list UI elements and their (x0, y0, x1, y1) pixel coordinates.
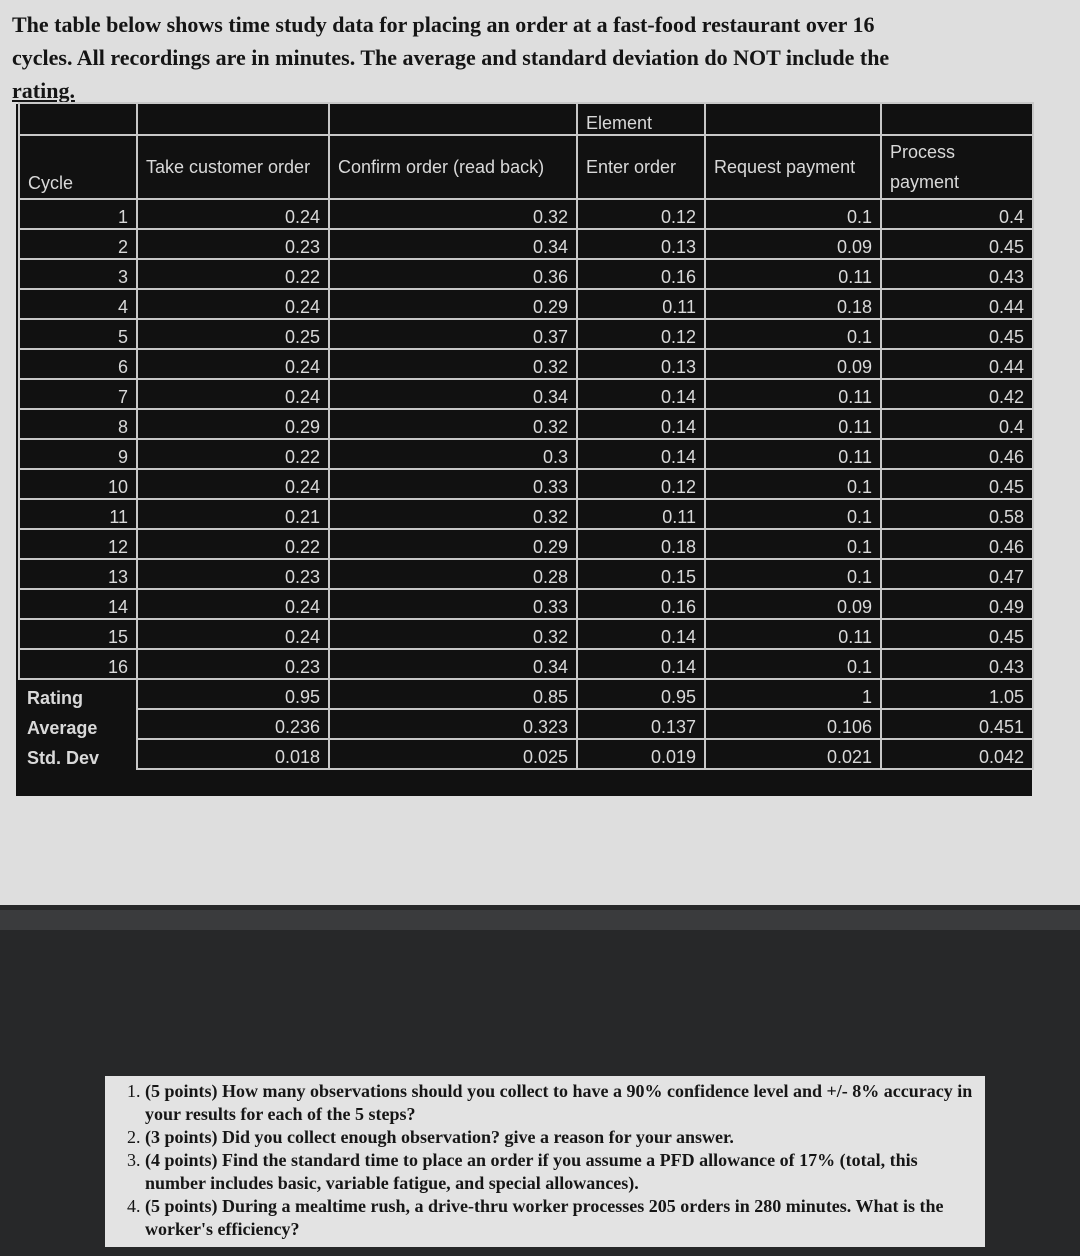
header-blank-cell (881, 103, 1033, 135)
value-cell: 0.36 (329, 259, 577, 289)
table-row (19, 319, 1033, 349)
table-row (19, 619, 1033, 649)
value-cell: 0.1 (705, 469, 881, 499)
questions-block (105, 1076, 985, 1247)
summary-value-cell: 0.95 (137, 679, 329, 709)
summary-value-cell: 0.451 (881, 709, 1033, 739)
summary-row (19, 709, 1033, 739)
header-group-row (19, 103, 1033, 135)
intro-line-2: cycles. All recordings are in minutes. The average and standard deviation do NOT include the (12, 45, 890, 70)
value-cell: 0.11 (705, 619, 881, 649)
value-cell: 0.3 (329, 439, 577, 469)
question-points: (4 points) (145, 1150, 218, 1170)
value-cell: 0.09 (705, 349, 881, 379)
value-cell: 0.45 (881, 619, 1033, 649)
cycle-cell: 6 (19, 349, 137, 379)
value-cell: 0.29 (137, 409, 329, 439)
value-cell: 0.4 (881, 199, 1033, 229)
summary-value-cell: 0.018 (137, 739, 329, 769)
value-cell: 0.1 (705, 199, 881, 229)
summary-label: Rating (27, 688, 83, 708)
value-cell: 0.44 (881, 289, 1033, 319)
summary-value-cell: 0.025 (329, 739, 577, 769)
cycle-cell: 5 (19, 319, 137, 349)
summary-value-cell: 0.323 (329, 709, 577, 739)
table-row (19, 559, 1033, 589)
value-cell: 0.45 (881, 319, 1033, 349)
element-group-header: Element (577, 103, 705, 135)
value-cell: 0.32 (329, 619, 577, 649)
value-cell: 0.32 (329, 349, 577, 379)
value-cell: 0.16 (577, 259, 705, 289)
question-points: (5 points) (145, 1081, 218, 1101)
value-cell: 0.32 (329, 409, 577, 439)
value-cell: 0.24 (137, 469, 329, 499)
table-row (19, 649, 1033, 679)
value-cell: 0.14 (577, 619, 705, 649)
value-cell: 0.22 (137, 259, 329, 289)
summary-value-cell: 0.021 (705, 739, 881, 769)
table-row (19, 199, 1033, 229)
value-cell: 0.37 (329, 319, 577, 349)
value-cell: 0.12 (577, 319, 705, 349)
value-cell: 0.47 (881, 559, 1033, 589)
value-cell: 0.15 (577, 559, 705, 589)
column-header: Process payment (881, 135, 1033, 199)
value-cell: 0.14 (577, 409, 705, 439)
cycle-cell: 12 (19, 529, 137, 559)
value-cell: 0.42 (881, 379, 1033, 409)
value-cell: 0.23 (137, 559, 329, 589)
question-text: How many observations should you collect to have a 90% confidence level and +/- 8% accuracy in your results for each of the 5 steps? (145, 1081, 973, 1124)
value-cell: 0.11 (705, 439, 881, 469)
summary-label: Std. Dev (27, 748, 100, 768)
question-item (145, 1195, 975, 1241)
summary-row (19, 679, 1033, 709)
value-cell: 0.25 (137, 319, 329, 349)
value-cell: 0.11 (705, 379, 881, 409)
question-item (145, 1080, 975, 1126)
table-row (19, 289, 1033, 319)
table-row (19, 259, 1033, 289)
summary-label: Average (27, 718, 98, 738)
cycle-cell: 15 (19, 619, 137, 649)
value-cell: 0.12 (577, 469, 705, 499)
value-cell: 0.1 (705, 499, 881, 529)
summary-value-cell: 1 (705, 679, 881, 709)
value-cell: 0.58 (881, 499, 1033, 529)
value-cell: 0.23 (137, 229, 329, 259)
value-cell: 0.43 (881, 649, 1033, 679)
table-row (19, 499, 1033, 529)
column-header: Confirm order (read back) (329, 135, 577, 199)
question-text: During a mealtime rush, a drive-thru worker processes 205 orders in 280 minutes. What is the worker's efficiency? (145, 1196, 944, 1239)
summary-value-cell: 0.106 (705, 709, 881, 739)
value-cell: 0.49 (881, 589, 1033, 619)
column-header: Take customer order (137, 135, 329, 199)
question-text: Find the standard time to place an order if you assume a PFD allowance of 17% (total, this number includes basic, variable fatigue, and special allowances). (145, 1150, 918, 1193)
value-cell: 0.24 (137, 619, 329, 649)
value-cell: 0.09 (705, 589, 881, 619)
summary-value-cell: 0.042 (881, 739, 1033, 769)
cycle-cell: 13 (19, 559, 137, 589)
cycle-cell: 10 (19, 469, 137, 499)
value-cell: 0.34 (329, 649, 577, 679)
question-item (145, 1149, 975, 1195)
value-cell: 0.14 (577, 649, 705, 679)
header-blank-cell (329, 103, 577, 135)
value-cell: 0.18 (705, 289, 881, 319)
value-cell: 0.32 (329, 499, 577, 529)
table-row (19, 529, 1033, 559)
table-row (19, 229, 1033, 259)
questions-list (115, 1080, 975, 1241)
column-header: Enter order (577, 135, 705, 199)
value-cell: 0.11 (577, 499, 705, 529)
value-cell: 0.34 (329, 229, 577, 259)
value-cell: 0.1 (705, 649, 881, 679)
table-row (19, 439, 1033, 469)
header-blank-cell (137, 103, 329, 135)
value-cell: 0.32 (329, 199, 577, 229)
cycle-cell: 1 (19, 199, 137, 229)
value-cell: 0.43 (881, 259, 1033, 289)
value-cell: 0.13 (577, 349, 705, 379)
cycle-cell: 7 (19, 379, 137, 409)
value-cell: 0.1 (705, 559, 881, 589)
summary-value-cell: 0.019 (577, 739, 705, 769)
value-cell: 0.13 (577, 229, 705, 259)
intro-line-1: The table below shows time study data for placing an order at a fast-food restaurant over 16 (12, 12, 875, 37)
value-cell: 0.44 (881, 349, 1033, 379)
cycle-cell: 2 (19, 229, 137, 259)
cycle-cell: 16 (19, 649, 137, 679)
time-study-table (18, 102, 1034, 770)
value-cell: 0.22 (137, 439, 329, 469)
value-cell: 0.4 (881, 409, 1033, 439)
value-cell: 0.1 (705, 319, 881, 349)
summary-value-cell: 0.85 (329, 679, 577, 709)
summary-value-cell: 0.236 (137, 709, 329, 739)
value-cell: 0.09 (705, 229, 881, 259)
value-cell: 0.12 (577, 199, 705, 229)
value-cell: 0.45 (881, 229, 1033, 259)
value-cell: 0.24 (137, 589, 329, 619)
summary-value-cell: 1.05 (881, 679, 1033, 709)
value-cell: 0.18 (577, 529, 705, 559)
value-cell: 0.28 (329, 559, 577, 589)
summary-row (19, 739, 1033, 769)
column-header: Request payment (705, 135, 881, 199)
value-cell: 0.24 (137, 289, 329, 319)
question-item (145, 1126, 975, 1149)
value-cell: 0.24 (137, 379, 329, 409)
value-cell: 0.21 (137, 499, 329, 529)
value-cell: 0.11 (577, 289, 705, 319)
table-row (19, 469, 1033, 499)
divider-band (0, 910, 1080, 930)
question-text: Did you collect enough observation? give a reason for your answer. (222, 1127, 734, 1147)
cycle-cell: 8 (19, 409, 137, 439)
value-cell: 0.46 (881, 439, 1033, 469)
header-blank-cell (705, 103, 881, 135)
intro-line-3: rating. (12, 78, 75, 103)
table-row (19, 409, 1033, 439)
table-row (19, 349, 1033, 379)
cycle-cell: 4 (19, 289, 137, 319)
table-row (19, 379, 1033, 409)
value-cell: 0.1 (705, 529, 881, 559)
summary-value-cell: 0.137 (577, 709, 705, 739)
header-row (19, 135, 1033, 199)
value-cell: 0.29 (329, 529, 577, 559)
cycle-cell: 14 (19, 589, 137, 619)
value-cell: 0.14 (577, 439, 705, 469)
value-cell: 0.33 (329, 589, 577, 619)
question-points: (5 points) (145, 1196, 218, 1216)
value-cell: 0.22 (137, 529, 329, 559)
cycle-cell: 3 (19, 259, 137, 289)
question-points: (3 points) (145, 1127, 218, 1147)
value-cell: 0.23 (137, 649, 329, 679)
summary-value-cell: 0.95 (577, 679, 705, 709)
value-cell: 0.11 (705, 409, 881, 439)
value-cell: 0.24 (137, 349, 329, 379)
value-cell: 0.24 (137, 199, 329, 229)
value-cell: 0.45 (881, 469, 1033, 499)
value-cell: 0.29 (329, 289, 577, 319)
intro-paragraph (12, 8, 1012, 107)
value-cell: 0.33 (329, 469, 577, 499)
cycle-cell: 11 (19, 499, 137, 529)
table-row (19, 589, 1033, 619)
value-cell: 0.46 (881, 529, 1033, 559)
cycle-header: Cycle (19, 135, 137, 199)
cycle-cell: 9 (19, 439, 137, 469)
value-cell: 0.14 (577, 379, 705, 409)
value-cell: 0.16 (577, 589, 705, 619)
value-cell: 0.11 (705, 259, 881, 289)
header-blank-cell (19, 103, 137, 135)
value-cell: 0.34 (329, 379, 577, 409)
